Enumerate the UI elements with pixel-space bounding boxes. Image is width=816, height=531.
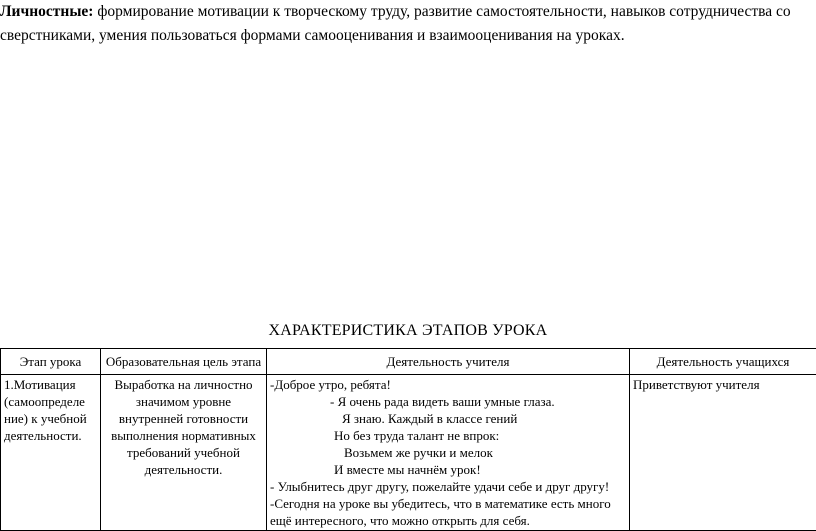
teacher-cell — [267, 375, 630, 531]
teacher-line-3: Я знаю. Каждый в классе гений — [270, 410, 626, 427]
intro-paragraph — [0, 0, 816, 48]
section-title: ХАРАКТЕРИСТИКА ЭТАПОВ УРОКА — [0, 321, 816, 341]
teacher-line-2: - Я очень рада видеть ваши умные глаза. — [270, 393, 626, 410]
teacher-line-4: Но без труда талант не впрок: — [270, 427, 626, 444]
teacher-line-1: -Доброе утро, ребята! — [270, 376, 626, 393]
table-row — [1, 375, 816, 531]
header-stage: Этап урока — [1, 349, 101, 375]
intro-text: формирование мотивации к творческому труду, развитие самостоятельности, навыков сотрудничества со сверстниками, умения пользоваться формами самооценивания и взаимооценивания на уроках. — [0, 3, 791, 44]
stage-cell — [1, 375, 101, 531]
teacher-line-5: Возьмем же ручки и мелок — [270, 444, 626, 461]
teacher-line-8: -Сегодня на уроке вы убедитесь, что в математике есть много — [270, 495, 626, 512]
teacher-line-7: - Улыбнитесь друг другу, пожелайте удачи себе и друг другу! — [270, 478, 626, 495]
goal-cell: Выработка на личностно значимом уровне внутренней готовности выполнения нормативных требований учебной деятельности. — [101, 375, 267, 531]
header-teacher: Деятельность учителя — [267, 349, 630, 375]
lesson-stages-table — [0, 348, 816, 531]
header-students: Деятельность учащихся — [630, 349, 816, 375]
table-header-row — [1, 349, 816, 375]
students-cell: Приветствуют учителя — [630, 375, 816, 531]
header-goal: Образовательная цель этапа — [101, 349, 267, 375]
teacher-line-9: ещё интересного, что можно открыть для себя. — [270, 512, 626, 529]
teacher-line-6: И вместе мы начнём урок! — [270, 461, 626, 478]
stage-text: 1.Мотивация (самоопределе ние) к учебной деятельности. — [4, 377, 87, 443]
intro-label: Личностные: — [0, 3, 93, 20]
